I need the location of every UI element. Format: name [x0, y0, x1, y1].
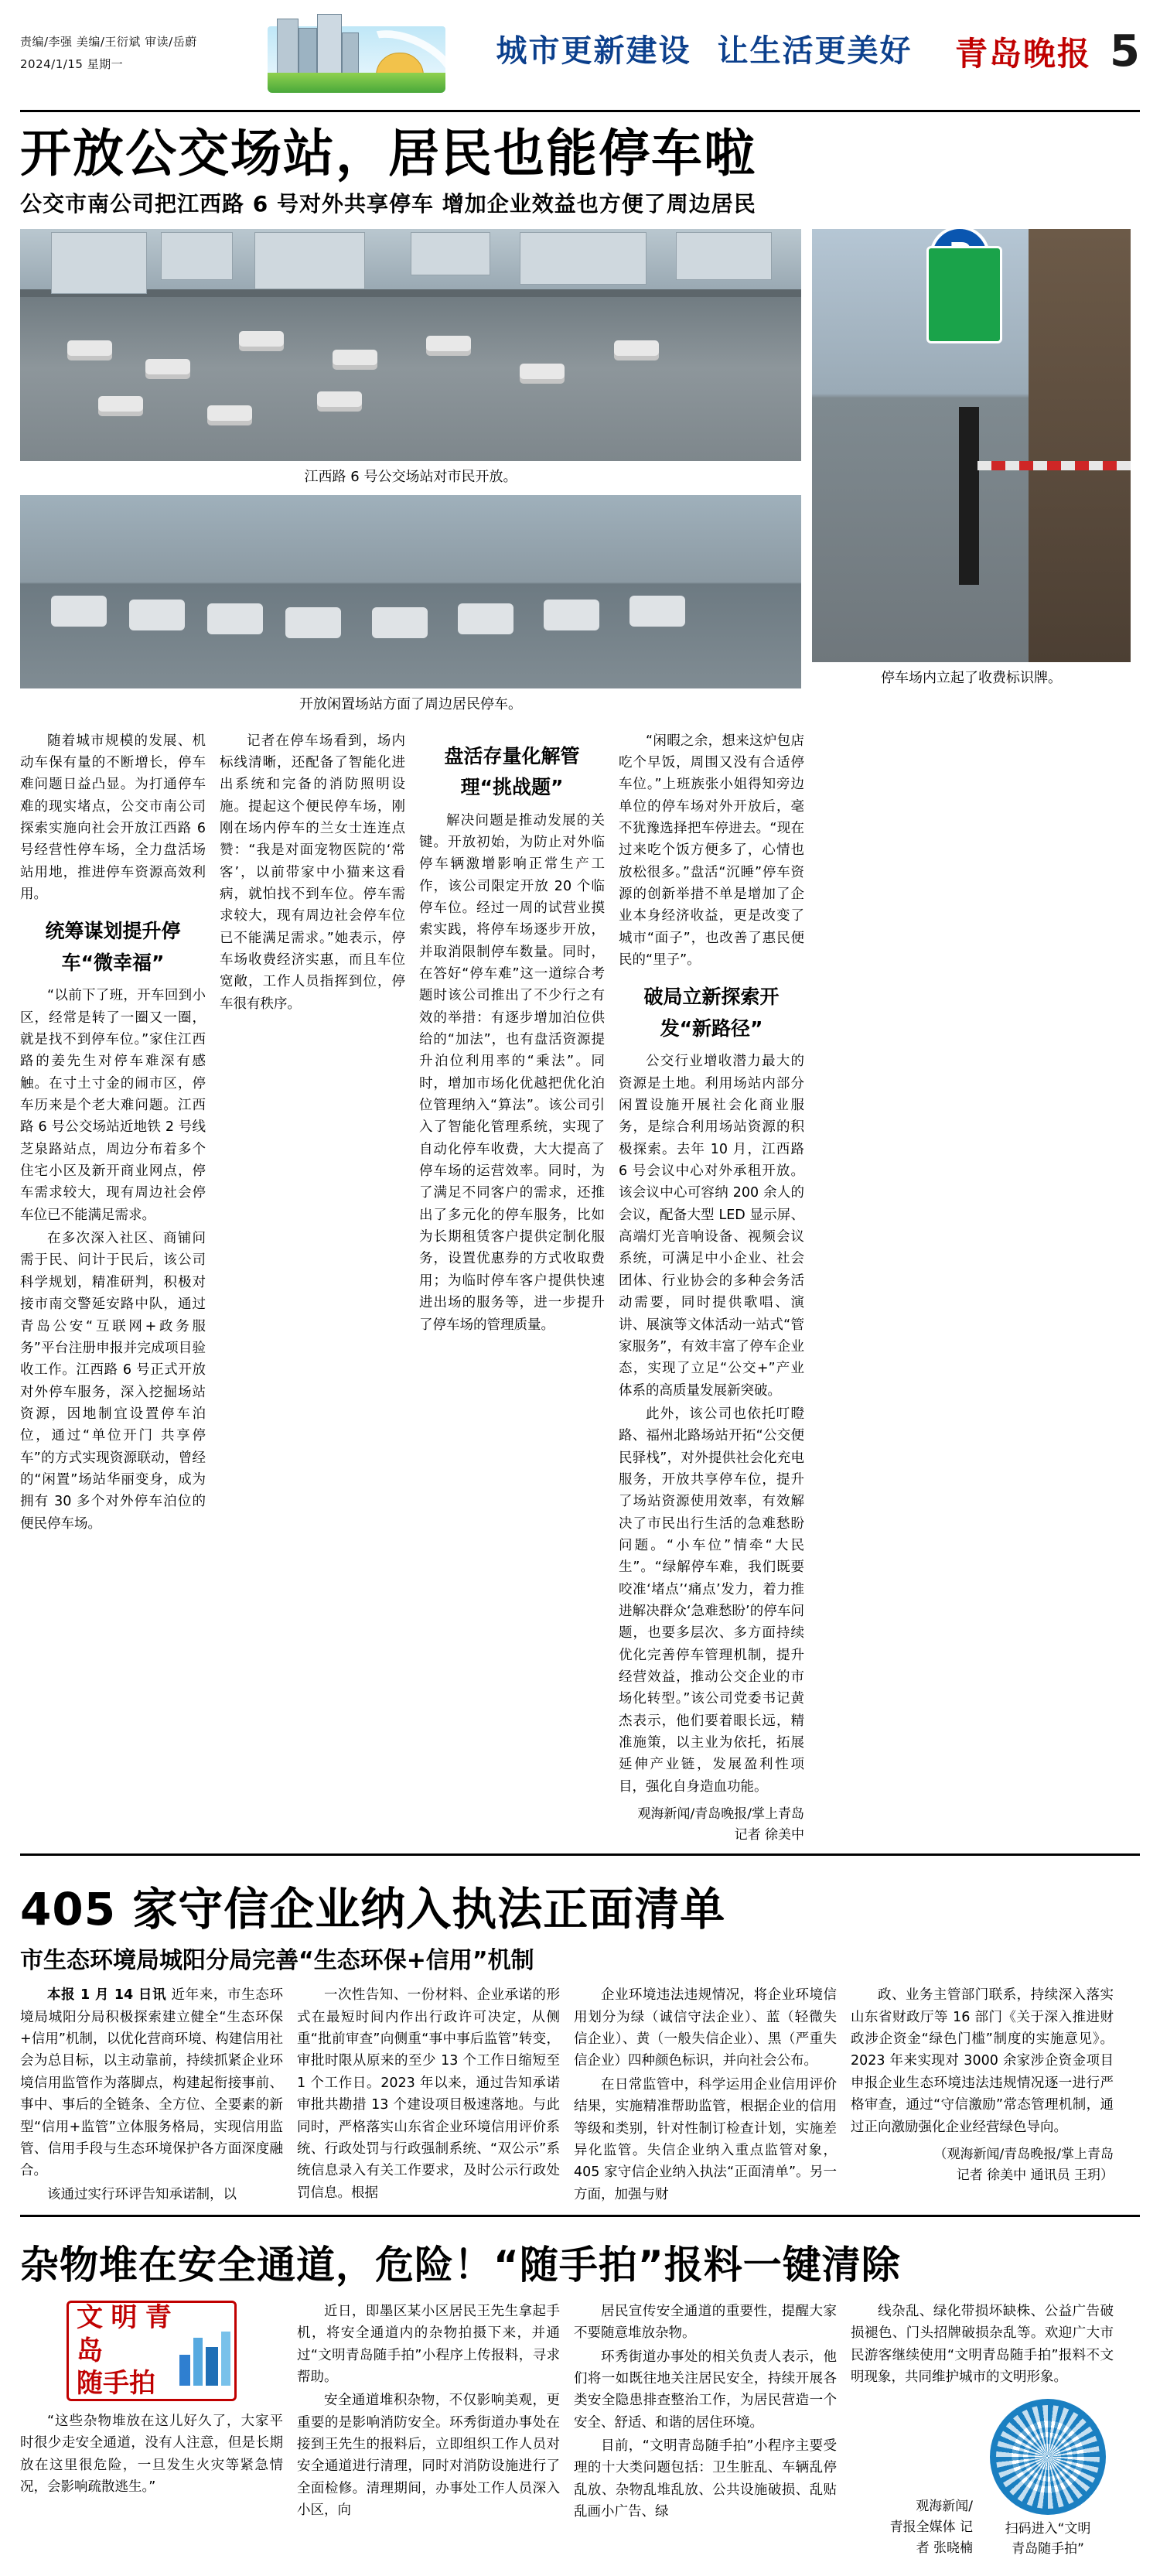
article2-col2-p1: 一次性告知、一份材料、企业承诺的形式在最短时间内作出行政许可决定，从侧重“批前审查”向侧重“事中事后监管”转变，审批时限从原来的至少 13 个工作日缩短至 1 个工作日。2023 年以来，通过告知承诺审批共勘措 13 个建设项目极速落地。与此同时，严格落实山东省企业环境信用评价系统、行政处罚与行政强制系统、“双公示”系统信息录入有关工作要求，及时公示行政处罚信息。根据 — [297, 1987, 560, 2201]
photo-residents-parking — [20, 495, 801, 688]
qr-code[interactable] — [990, 2399, 1106, 2515]
qr-caption — [982, 2520, 1114, 2559]
article1-subhead: 公交市南公司把江西路 6 号对外共享停车 增加企业效益也方便了周边居民 — [20, 190, 756, 217]
article3-col2-p1: 近日，即墨区某小区居民王先生拿起手机，将安全通道内的杂物拍摄下来，并通过“文明青岛随手拍”小程序上传报料，寻求帮助。 — [297, 2303, 560, 2385]
article2-col1-text: 近年来，市生态环境局城阳分局积极探索建立健全“生态环保+信用”机制，以优化营商环境、构建信用社会为总目标，以主动靠前，持续抓紧企业环境信用监管作为落脚点，构建起衔接事前、事中、事后的全链条、全方位、全要素的新型“信用+监管”立体服务格局，实现信用监管、信用手段与生态环境保护各方面深度融合。 — [20, 1987, 283, 2179]
article3-headline: 杂物堆在安全通道，危险！“随手拍”报料一键清除 — [20, 2242, 901, 2287]
article2-lead: 本报 1 月 14 日讯 — [47, 1987, 167, 2004]
photo-parking-sign — [812, 229, 1131, 662]
article3-byline — [851, 2496, 973, 2560]
article2-byline-2: 记者 徐美中 通讯员 王玥） — [956, 2168, 1114, 2184]
article1-col1-p2: “以前下了班，开车回到小区，经常是转了一圈又一圈，就是找不到停车位。”家住江西路的姜先生对停车难深有感触。在寸土寸金的闹市区，停车历来是个老大难问题。江西路 6 号公交场站近地铁 2 号线芝泉路站点，周边分布着多个住宅小区及新开商业网点，停车需求较大，现有周边社会停车位已不能满足需求。 — [20, 988, 206, 1223]
city-skyline-illustration — [260, 12, 453, 97]
page-bottom-spacer — [0, 2559, 1160, 2576]
article3-col4-p1: 线杂乱、绿化带损坏缺株、公益广告破损褪色、门头招牌破损杂乱等。欢迎广大市民游客继续使用“文明青岛随手拍”报料不文明现象，共同维护城市的文明形象。 — [851, 2303, 1114, 2385]
article2-subhead: 市生态环境局城阳分局完善“生态环保+信用”机制 — [20, 1947, 534, 1975]
credit-line-2: 2024/1/15 星期一 — [20, 56, 124, 71]
article1-divider — [20, 1853, 1140, 1856]
masthead-divider — [20, 110, 1140, 112]
masthead — [20, 12, 1140, 105]
page-number: 5 — [1110, 26, 1140, 77]
article-safety-passage — [20, 2234, 1140, 2559]
qr-caption-2: 青岛随手拍” — [1012, 2540, 1084, 2557]
article1-section-1: 统筹谋划提升停车“微幸福” — [45, 920, 181, 974]
wenming-qingdao-badge — [67, 2301, 237, 2401]
article3-col2-p2: 安全通道堆积杂物，不仅影响美观，更重要的是影响消防安全。环秀街道办事处在接到王先生的报料后，立即组织工作人员对安全通道进行清理，同时对消防设施进行了全面检修。清理期间，办事处工作人员深入小区，向 — [297, 2393, 560, 2518]
masthead-slogan — [453, 12, 955, 70]
paper-name: 青岛晚报 — [955, 34, 1092, 73]
article3-byline-1: 观海新闻/ — [916, 2498, 973, 2514]
article2-col1-p2: 该通过实行环评告知承诺制，以 — [47, 2186, 237, 2202]
article1-col3-p1: 解决问题是推动发展的关键。开放初始，为防止对外临停车辆激增影响正常生产工作，该公司限定开放 20 个临停车位。经过一周的试营业摸索实践，将停车场逐步开放，并取消限制停车数量。同时，在答好“停车难”这一道综合考题时该公司推出了不少行之有效的举措：有逐步增加泊位供给的“加法”，也有盘活资源提升泊位利用率的“乘法”。同时，增加市场化优越把优化泊位管理纳入“算法”。该公司引入了智能化管理系统，实现了自动化停车收费，大大提高了停车场的运营效率。同时，为了满足不同客户的需求，还推出了多元化的停车服务，比如为长期租赁客户提供定制化服务，设置优惠券的方式收取费用；为临时停车客户提供快速进出场的服务等，进一步提升了停车场的管理质量。 — [419, 812, 605, 1333]
article-bus-depot-parking — [20, 126, 1140, 1846]
article3-col3-p2: 环秀街道办事处的相关负责人表示，他们将一如既往地关注居民安全，持续开展各类安全隐患排查整治工作，为居民营造一个安全、舒适、和谐的居住环境。 — [574, 2349, 837, 2431]
credit-line-1: 责编/李强 美编/王衍斌 审读/岳蔚 — [20, 35, 197, 49]
photo-bus-depot-open — [20, 229, 801, 461]
photo-caption-1: 江西路 6 号公交场站对市民开放。 — [304, 468, 517, 485]
photo-caption-2: 开放闲置场站方面了周边居民停车。 — [299, 695, 522, 712]
slogan-left: 城市更新建设 — [496, 33, 691, 69]
article1-byline-1: 观海新闻/青岛晚报/掌上青岛 — [637, 1806, 804, 1823]
newspaper-page — [0, 12, 1160, 2557]
qr-caption-1: 扫码进入“文明 — [1005, 2521, 1091, 2537]
article1-section-3: 破局立新探索开发“新路径” — [643, 986, 780, 1040]
article2-byline-1: （观海新闻/青岛晚报/掌上青岛 — [933, 2146, 1114, 2162]
badge-line-1: 文明青岛 — [77, 2302, 172, 2366]
article1-col4-p2: 公交行业增收潜力最大的资源是土地。利用场站内部分闲置设施开展社会化商业服务，是综合利用场站资源的积极探索。去年 10 月，江西路 6 号会议中心对外承租开放。该会议中心可容纳 200 余人的会议，配备大型 LED 显示屏、高端灯光音响设备、视频会议系统，可满足中小企业、社会团体、行业协会的多种会务活动需要，同时提供歌唱、演讲、展演等文体活动一站式“管家服务”，有效丰富了停车企业态，实现了立足“公交+”产业体系的高质量发展新突破。 — [619, 1054, 804, 1399]
article3-col3-p3: 目前，“文明青岛随手拍”小程序主要受理的十大类问题包括：卫生脏乱、车辆乱停乱放、杂物乱堆乱放、公共设施破损、乱贴乱画小广告、绿 — [574, 2438, 837, 2520]
badge-line-2: 随手拍 — [77, 2368, 155, 2400]
article1-col4-p3: 此外，该公司也依托叮瞪路、福州北路场站开拓“公交便民驿栈”，对外提供社会化充电服务，开放共享停车位，提升了场站资源使用效率，有效解决了市民出行生活的急难愁盼问题。“小车位”情牵“大民生”。“绿解停车难，我们既要咬准‘堵点’‘痛点’发力，着力推进解决群众‘急难愁盼’的停车问题，也要多层次、多方面持续优化完善停车管理机制，提升经营效益，推动公交企业的市场化转型。”该公司党委书记黄杰表示，他们要着眼长远，精准施策，以主业为依托，拓展延伸产业链，发展盈利性项目，强化自身造血功能。 — [619, 1406, 804, 1795]
article2-col3-p1: 企业环境违法违规情况，将企业环境信用划分为绿（诚信守法企业）、蓝（轻微失信企业）、黄（一般失信企业）、黑（严重失信企业）四种颜色标识，并向社会公布。 — [574, 1987, 837, 2069]
nameplate — [955, 12, 1140, 77]
article3-col3-p1: 居民宣传安全通道的重要性，提醒大家不要随意堆放杂物。 — [574, 2303, 837, 2342]
article3-col1-p1: “这些杂物堆放在这儿好久了，大家平时很少走安全通道，没有人注意，但是长期放在这里很危险，一旦发生火灾等紧急情况，会影响疏散逃生。” — [20, 2413, 283, 2495]
article1-col4-p1: “闲暇之余，想来这炉包店吃个早饭，周围又没有合适停车位。”上班族张小姐得知旁边单位的停车场对外开放后，毫不犹豫选择把车停进去。“现在过来吃个饭方便多了，心情也放松很多。”盘活“沉睡”停车资源的创新举措不单是增加了企业本身经济收益，更是改变了城市“面子”，也改善了惠民便民的“里子”。 — [619, 733, 804, 969]
article1-byline — [619, 1804, 804, 1846]
article2-divider — [20, 2215, 1140, 2217]
article1-col1-p3: 在多次深入社区、商铺问需于民、问计于民后，该公司科学规划，精准研判，积极对接市南交警延安路中队，通过青岛公安“互联网+政务服务”平台注册申报并完成项目验收工作。江西路 6 号正式开放对外停车服务，深入挖掘场站资源，因地制宜设置停车泊位，通过“单位开门 共享停车”的方式实现资源联动，曾经的“闲置”场站华丽变身，成为拥有 30 多个对外停车泊位的便民停车场。 — [20, 1231, 206, 1532]
article2-headline: 405 家守信企业纳入执法正面清单 — [20, 1883, 726, 1936]
article3-body — [20, 2301, 1140, 2559]
city-buildings-icon — [178, 2316, 227, 2386]
article2-col1-p1 — [20, 1984, 283, 2181]
article1-body — [20, 730, 1140, 1847]
article2-byline — [851, 2144, 1114, 2186]
masthead-credits — [20, 12, 252, 75]
article1-section-2: 盘活存量化解管理“挑战题” — [444, 744, 580, 799]
article1-col1-p1: 随着城市规模的发展、机动车保有量的不断增长，停车难问题日益凸显。为打通停车难的现实堵点，公交市南公司探索实施向社会开放江西路 6 号经营性停车场，全力盘活场站用地，推进停车资源高效利用。 — [20, 733, 206, 902]
photo-caption-3: 停车场内立起了收费标识牌。 — [881, 669, 1062, 686]
article2-col3-p2: 在日常监管中，科学运用企业信用评价结果，实施精准帮助监管，根据企业的信用等级和类别，针对性制订检查计划，实施差异化监管。失信企业纳入重点监管对象，405 家守信企业纳入执法“正面清单”。另一方面，加强与财 — [574, 2076, 837, 2202]
article1-byline-2: 记者 徐美中 — [734, 1827, 804, 1843]
article3-byline-2: 青报全媒体 记 — [889, 2519, 973, 2535]
article-credit-enterprises — [20, 1873, 1140, 2206]
article2-col4-p1: 政、业务主管部门联系，持续深入落实山东省财政厅等 16 部门《关于深入推进财政涉企资金“绿色门槛”制度的实施意见》。2023 年来实现对 3000 余家涉企资金项目申报企业生态环境违法违规情况逐一进行严格审查，通过“守信激励”常态管理机制，通过正向激励强化企业经营绿色导向。 — [851, 1987, 1114, 2135]
slogan-right: 让生活更美好 — [717, 33, 913, 69]
article1-col2-p1: 记者在停车场看到，场内标线清晰，还配备了智能化进出系统和完备的消防照明设施。提起这个便民停车场，刚刚在场内停车的兰女士连连点赞：“我是对面宠物医院的‘常客’，以前带家中小猫来这看病，就怕找不到车位。停车需求较大，现有周边社会停车位已不能满足需求。”她表示，停车场收费经济实惠，而且车位宽敞，工作人员指挥到位，停车很有秩序。 — [220, 733, 405, 1012]
article1-headline: 开放公交场站，居民也能停车啦 — [20, 124, 756, 183]
article3-byline-3: 者 张晓楠 — [916, 2540, 973, 2557]
article2-body — [20, 1984, 1140, 2206]
